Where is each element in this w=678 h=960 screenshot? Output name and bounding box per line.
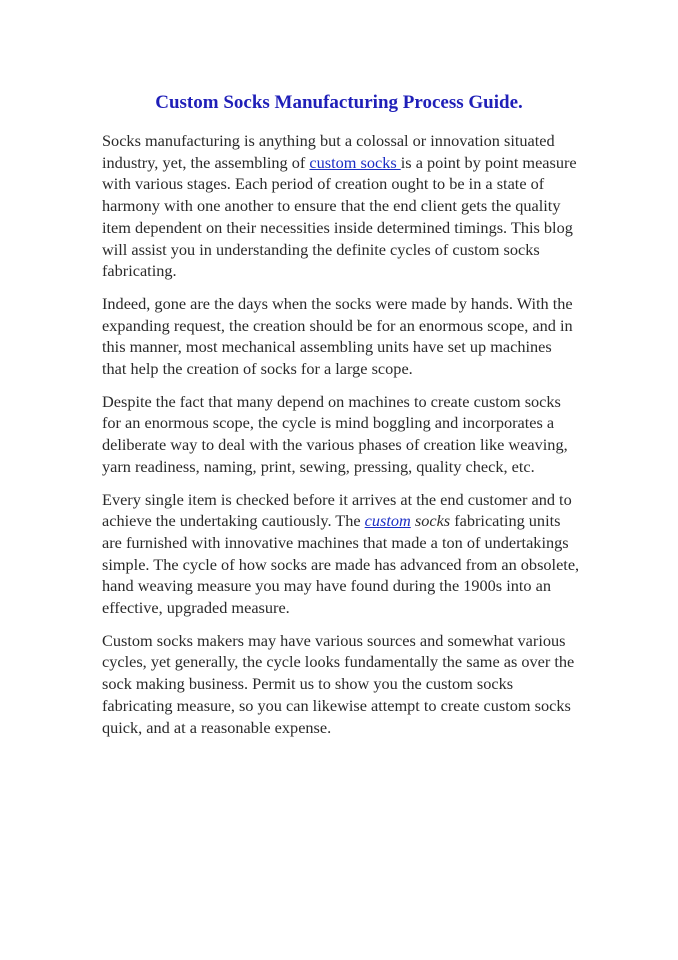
- paragraph-5: Custom socks makers may have various sources and somewhat various cycles, yet generally, the cycle looks fundamentally the same as over the sock making business. Permit us to show you the custom socks fabricating measure, so you can likewise attempt to create custom socks quick, and at a reasonable expense.: [102, 630, 575, 737]
- custom-socks-link[interactable]: custom socks: [309, 152, 401, 172]
- paragraph-1-text-after: is a point by point measure with various stages. Each period of creation ought to be in a state of harmony with one another to ensure that the end client gets the quality item dependent on their necessities inside determined timings. This blog will assist you in understanding the definite cycles of custom socks fabricating.: [102, 152, 577, 281]
- paragraph-3: Despite the fact that many depend on machines to create custom socks for an enormous scope, the cycle is mind boggling and incorporates a deliberate way to deal with the various phases of creation like weaving, yarn readiness, naming, print, sewing, pressing, quality check, etc.: [102, 391, 568, 476]
- custom-link[interactable]: custom: [364, 511, 411, 531]
- paragraph-1-text-before: Socks manufacturing is anything but a colossal or innovation situated industry, yet, the assembling of: [102, 131, 555, 172]
- paragraph-2: Indeed, gone are the days when the socks were made by hands. With the expanding request, the creation should be for an enormous scope, and in this manner, most mechanical assembling units have set up machines that help the creation of socks for a large scope.: [102, 293, 573, 379]
- document-body: [102, 130, 580, 749]
- paragraph-4-italic-socks: socks: [410, 511, 451, 531]
- paragraph-4: [102, 489, 580, 619]
- paragraph-4-text-after: fabricating units are furnished with innovative machines that made a ton of undertakings simple. The cycle of how socks are made has advanced from an obsolete, hand weaving measure you may have found during the 1900s into an effective, upgraded measure.: [102, 511, 580, 618]
- paragraph-4-text-before: Every single item is checked before it arrives at the end customer and to achieve the undertaking cautiously. The: [102, 489, 572, 531]
- paragraph-1: [102, 130, 580, 282]
- document-title: Custom Socks Manufacturing Process Guide.: [155, 92, 523, 113]
